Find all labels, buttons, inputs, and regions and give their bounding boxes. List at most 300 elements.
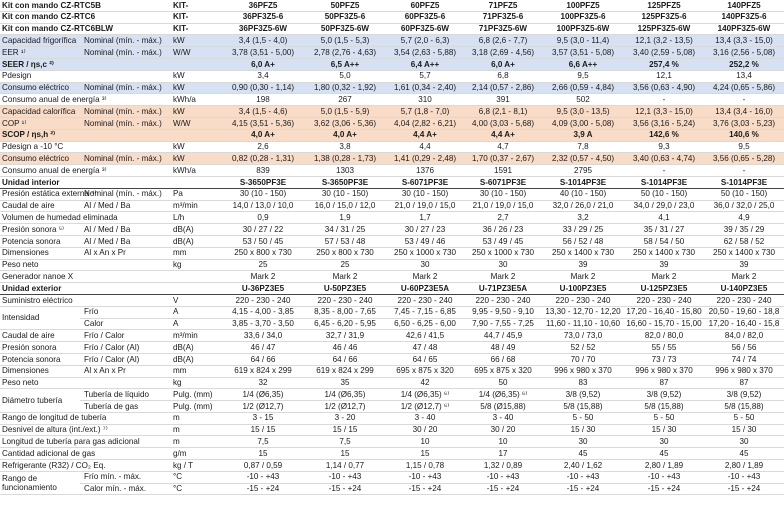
value-cell: 310 xyxy=(386,94,464,106)
spec-row xyxy=(0,259,784,271)
value-cell: 30 xyxy=(542,436,624,448)
row-sublabel: Al / Med / Ba xyxy=(80,235,170,247)
unit-cell: °C xyxy=(170,483,222,495)
value-cell: 1591 xyxy=(464,165,542,177)
unit-cell: kW xyxy=(170,82,222,94)
unit-cell: Pulg. (mm) xyxy=(170,401,222,413)
spec-row xyxy=(0,35,784,47)
spec-row xyxy=(0,283,784,295)
value-cell: 1/4 (Ø6,35) ⁶⁾ xyxy=(386,389,464,401)
value-cell: 36,0 / 32,0 / 25,0 xyxy=(704,200,784,212)
value-cell: Mark 2 xyxy=(386,271,464,283)
value-cell: 4,9 xyxy=(704,212,784,224)
value-cell: 36PF3Z5-6W xyxy=(222,23,304,35)
row-sublabel xyxy=(80,70,170,82)
row-sublabel: Nominal (mín. - máx.) xyxy=(80,188,170,200)
spec-row xyxy=(0,165,784,177)
value-cell: 30 xyxy=(704,436,784,448)
value-cell: 250 x 1400 x 730 xyxy=(704,247,784,259)
row-label: Consumo anual de energía ³⁾ xyxy=(2,165,107,175)
row-label: Cantidad adicional de gas xyxy=(2,448,96,458)
value-cell: 5 - 50 xyxy=(624,412,704,424)
row-sublabel xyxy=(80,141,170,153)
unit-cell: kW xyxy=(170,35,222,47)
value-cell: 71PFZ5 xyxy=(464,0,542,11)
unit-cell: m xyxy=(170,436,222,448)
value-cell: 140,6 % xyxy=(704,129,784,141)
value-cell: 0,82 (0,28 - 1,31) xyxy=(222,153,304,165)
value-cell: -10 - +43 xyxy=(624,471,704,483)
value-cell: 83 xyxy=(542,377,624,389)
value-cell: 36 / 26 / 23 xyxy=(464,224,542,236)
value-cell: S-6071PF3E xyxy=(464,176,542,188)
value-cell: 5,0 (1,5 - 5,9) xyxy=(304,106,386,118)
value-cell: 220 - 230 - 240 xyxy=(624,294,704,306)
spec-row xyxy=(0,70,784,82)
spec-row xyxy=(0,47,784,59)
unit-cell: KIT- xyxy=(170,11,222,23)
value-cell: 5/8 (15,88) xyxy=(624,401,704,413)
value-cell: 60PF3Z5-6W xyxy=(386,23,464,35)
value-cell: 1,38 (0,28 - 1,73) xyxy=(304,153,386,165)
value-cell: 6,8 (2,1 - 8,1) xyxy=(464,106,542,118)
row-sublabel: Frío / Calor (Al) xyxy=(80,342,170,354)
value-cell: 3,2 xyxy=(542,212,624,224)
value-cell: 4,09 (3,00 - 5,08) xyxy=(542,117,624,129)
unit-cell: dB(A) xyxy=(170,342,222,354)
value-cell: 3 - 40 xyxy=(464,412,542,424)
value-cell: 250 x 1400 x 730 xyxy=(624,247,704,259)
value-cell: 39 xyxy=(542,259,624,271)
unit-cell: kg / T xyxy=(170,460,222,472)
value-cell: 50 (10 - 150) xyxy=(624,188,704,200)
value-cell: 70 / 70 xyxy=(542,353,624,365)
value-cell: 30 / 27 / 23 xyxy=(386,224,464,236)
value-cell: 619 x 824 x 299 xyxy=(222,365,304,377)
row-sublabel: Nominal (mín. - máx.) xyxy=(80,153,170,165)
value-cell: 3,4 (1,5 - 4,6) xyxy=(222,106,304,118)
unit-cell: mm xyxy=(170,247,222,259)
value-cell: 46 / 46 xyxy=(304,342,386,354)
value-cell: - xyxy=(624,94,704,106)
value-cell: 220 - 230 - 240 xyxy=(542,294,624,306)
value-cell: 3,57 (3,51 - 5,08) xyxy=(542,47,624,59)
row-label: Refrigerante (R32) / CO₂ Eq. xyxy=(2,460,106,470)
row-sublabel: Tubería de gas xyxy=(80,401,170,413)
value-cell: 2,80 / 1,89 xyxy=(624,460,704,472)
row-label: Desnivel de altura (int./ext.) ⁷⁾ xyxy=(2,425,108,435)
value-cell: 4,0 A+ xyxy=(222,129,304,141)
value-cell: 21,0 / 19,0 / 15,0 xyxy=(386,200,464,212)
row-label: Rango de longitud de tubería xyxy=(2,413,107,423)
value-cell: 100PF3Z5-6 xyxy=(542,11,624,23)
spec-row xyxy=(0,460,784,472)
row-label: Suministro eléctrico xyxy=(0,294,80,306)
value-cell: Mark 2 xyxy=(704,271,784,283)
value-cell: 73,0 / 73,0 xyxy=(542,330,624,342)
value-cell: 3,16 (2,56 - 5,08) xyxy=(704,47,784,59)
row-sublabel: Al x An x Pr xyxy=(80,365,170,377)
value-cell: 13,4 (3,3 - 15,0) xyxy=(704,35,784,47)
value-cell: 71PF3Z5-6W xyxy=(464,23,542,35)
value-cell: 220 - 230 - 240 xyxy=(704,294,784,306)
unit-cell: dB(A) xyxy=(170,235,222,247)
value-cell: 15 / 30 xyxy=(542,424,624,436)
value-cell: 14,0 / 13,0 / 10,0 xyxy=(222,200,304,212)
value-cell: -10 - +43 xyxy=(704,471,784,483)
value-cell: 44,7 / 45,9 xyxy=(464,330,542,342)
value-cell: 4,04 (2,82 - 6,21) xyxy=(386,117,464,129)
value-cell: 64 / 66 xyxy=(304,353,386,365)
value-cell: 40 (10 - 150) xyxy=(542,188,624,200)
value-cell: 4,7 xyxy=(464,141,542,153)
value-cell: 3,40 (0,63 - 4,74) xyxy=(624,153,704,165)
value-cell: 16,0 / 15,0 / 12,0 xyxy=(304,200,386,212)
spec-row xyxy=(0,94,784,106)
value-cell: 220 - 230 - 240 xyxy=(464,294,542,306)
row-label: Capacidad calorífica xyxy=(0,106,80,118)
value-cell: 56 / 56 xyxy=(704,342,784,354)
value-cell: 13,30 - 12,70 - 12,20 xyxy=(542,306,624,318)
value-cell: 16,60 - 15,70 - 15,00 xyxy=(624,318,704,330)
value-cell: 3,56 (3,16 - 5,24) xyxy=(624,117,704,129)
value-cell: 3,4 (1,5 - 4,0) xyxy=(222,35,304,47)
value-cell: 267 xyxy=(304,94,386,106)
value-cell: 996 x 980 x 370 xyxy=(542,365,624,377)
value-cell: 5 - 50 xyxy=(542,412,624,424)
value-cell: 15 xyxy=(386,448,464,460)
value-cell: 12,1 (3,3 - 15,0) xyxy=(624,106,704,118)
row-label: Kit con mando CZ-RTC6BLW xyxy=(2,24,114,34)
row-sublabel xyxy=(80,58,170,70)
unit-cell xyxy=(170,58,222,70)
unit-cell: KIT- xyxy=(170,23,222,35)
value-cell: 1,70 (0,37 - 2,67) xyxy=(464,153,542,165)
unit-cell: mm xyxy=(170,365,222,377)
value-cell: 695 x 875 x 320 xyxy=(386,365,464,377)
unit-cell: KIT- xyxy=(170,0,222,11)
row-label: Rango de funcionamiento xyxy=(0,471,80,495)
value-cell: - xyxy=(624,165,704,177)
value-cell: 6,5 A++ xyxy=(304,58,386,70)
row-sublabel xyxy=(80,283,170,295)
row-sublabel xyxy=(80,294,170,306)
row-sublabel: Frío xyxy=(80,306,170,318)
value-cell: 3,78 (3,51 - 5,00) xyxy=(222,47,304,59)
value-cell: 140PF3Z5-6 xyxy=(704,11,784,23)
value-cell: 50PF3Z5-6W xyxy=(304,23,386,35)
value-cell: 13,4 xyxy=(704,70,784,82)
value-cell: 5/8 (Ø15,88) xyxy=(464,401,542,413)
row-sublabel: Frío / Calor (Al) xyxy=(80,353,170,365)
spec-row xyxy=(0,235,784,247)
value-cell: 9,5 xyxy=(542,70,624,82)
spec-row xyxy=(0,212,784,224)
value-cell: 5 - 50 xyxy=(704,412,784,424)
value-cell: -15 - +24 xyxy=(542,483,624,495)
value-cell: 30 / 20 xyxy=(464,424,542,436)
value-cell: 30 xyxy=(464,259,542,271)
value-cell: U-71PZ3E5A xyxy=(464,283,542,295)
value-cell: 5,7 xyxy=(386,70,464,82)
value-cell: 20,50 - 19,60 - 18,8 xyxy=(704,306,784,318)
spec-row xyxy=(0,129,784,141)
value-cell: 39 xyxy=(624,259,704,271)
value-cell: 1,32 / 0,89 xyxy=(464,460,542,472)
value-cell: 6,50 - 6,25 - 6,00 xyxy=(386,318,464,330)
value-cell: 5/8 (15,88) xyxy=(542,401,624,413)
value-cell: 32,7 / 31,9 xyxy=(304,330,386,342)
value-cell: -15 - +24 xyxy=(222,483,304,495)
value-cell: 10 xyxy=(386,436,464,448)
value-cell: 2,78 (2,76 - 4,63) xyxy=(304,47,386,59)
unit-cell: V xyxy=(170,294,222,306)
spec-row xyxy=(0,412,784,424)
unit-cell: dB(A) xyxy=(170,224,222,236)
unit-cell: W/W xyxy=(170,117,222,129)
value-cell: S-6071PF3E xyxy=(386,176,464,188)
value-cell: 10 xyxy=(464,436,542,448)
row-label: Consumo eléctrico xyxy=(0,153,80,165)
value-cell: 45 xyxy=(624,448,704,460)
value-cell: 3/8 (9,52) xyxy=(542,389,624,401)
value-cell: 2,40 / 1,62 xyxy=(542,460,624,472)
unit-cell: A xyxy=(170,306,222,318)
value-cell: 0,87 / 0,59 xyxy=(222,460,304,472)
value-cell: 48 / 49 xyxy=(464,342,542,354)
spec-row xyxy=(0,58,784,70)
value-cell: 996 x 980 x 370 xyxy=(624,365,704,377)
row-sublabel xyxy=(80,129,170,141)
spec-row xyxy=(0,271,784,283)
value-cell: 39 xyxy=(704,259,784,271)
row-sublabel: Nominal (mín. - máx.) xyxy=(80,117,170,129)
value-cell: 4,15 (3,51 - 5,36) xyxy=(222,117,304,129)
row-label: Generador nanoe X xyxy=(0,271,80,283)
value-cell: 45 xyxy=(704,448,784,460)
row-label: Presión sonora ⁵⁾ xyxy=(0,224,80,236)
value-cell: 1,61 (0,34 - 2,40) xyxy=(386,82,464,94)
value-cell: 74 / 74 xyxy=(704,353,784,365)
value-cell: 1,14 / 0,77 xyxy=(304,460,386,472)
value-cell: 6,0 A+ xyxy=(464,58,542,70)
value-cell: 695 x 875 x 320 xyxy=(464,365,542,377)
value-cell: 25 xyxy=(222,259,304,271)
row-label: Peso neto xyxy=(0,259,80,271)
row-label: Intensidad xyxy=(0,306,80,330)
value-cell: 140PFZ5 xyxy=(704,0,784,11)
value-cell: 57 / 53 / 48 xyxy=(304,235,386,247)
unit-cell: kg xyxy=(170,377,222,389)
unit-cell: kW xyxy=(170,106,222,118)
spec-row xyxy=(0,424,784,436)
spec-row xyxy=(0,377,784,389)
value-cell: 6,0 A+ xyxy=(222,58,304,70)
value-cell: 100PF3Z5-6W xyxy=(542,23,624,35)
spec-row xyxy=(0,224,784,236)
row-label: Caudal de aire xyxy=(0,330,80,342)
row-label: Presión sonora xyxy=(0,342,80,354)
unit-cell: kW xyxy=(170,141,222,153)
spec-row xyxy=(0,389,784,401)
unit-cell: kg xyxy=(170,259,222,271)
value-cell: 1/2 (Ø12,7) xyxy=(304,401,386,413)
value-cell: 250 x 1000 x 730 xyxy=(386,247,464,259)
value-cell: 87 xyxy=(704,377,784,389)
row-label: Consumo eléctrico xyxy=(0,82,80,94)
value-cell: 64 / 65 xyxy=(386,353,464,365)
unit-cell: L/h xyxy=(170,212,222,224)
value-cell: 84,0 / 82,0 xyxy=(704,330,784,342)
value-cell: 7,8 xyxy=(542,141,624,153)
value-cell: 125PF3Z5-6 xyxy=(624,11,704,23)
value-cell: 1,7 xyxy=(386,212,464,224)
value-cell: S-1014PF3E xyxy=(704,176,784,188)
value-cell: 9,5 xyxy=(704,141,784,153)
value-cell: 250 x 1000 x 730 xyxy=(464,247,542,259)
value-cell: 52 / 52 xyxy=(542,342,624,354)
spec-row xyxy=(0,188,784,200)
value-cell: 2,80 / 1,89 xyxy=(704,460,784,472)
value-cell: 2,6 xyxy=(222,141,304,153)
value-cell: 9,5 (3,0 - 13,5) xyxy=(542,106,624,118)
value-cell: 30 xyxy=(624,436,704,448)
value-cell: -10 - +43 xyxy=(542,471,624,483)
value-cell: 25 xyxy=(304,259,386,271)
value-cell: 7,5 xyxy=(222,436,304,448)
value-cell: 60PFZ5 xyxy=(386,0,464,11)
value-cell: 100PFZ5 xyxy=(542,0,624,11)
value-cell: 0,90 (0,30 - 1,14) xyxy=(222,82,304,94)
value-cell: 21,0 / 19,0 / 15,0 xyxy=(464,200,542,212)
value-cell: 9,3 xyxy=(624,141,704,153)
value-cell: 87 xyxy=(624,377,704,389)
spec-row xyxy=(0,448,784,460)
row-sublabel: Calor xyxy=(80,318,170,330)
value-cell: 1/4 (Ø6,35) xyxy=(304,389,386,401)
row-label: Pdesign a -10 °C xyxy=(0,141,80,153)
row-label: Presión estática externa ⁴⁾ xyxy=(2,189,97,199)
value-cell: 12,1 (3,2 - 13,5) xyxy=(624,35,704,47)
unit-cell xyxy=(170,271,222,283)
spec-row xyxy=(0,318,784,330)
value-cell: 53 / 50 / 45 xyxy=(222,235,304,247)
value-cell: 15 / 15 xyxy=(222,424,304,436)
value-cell: 6,8 xyxy=(464,70,542,82)
value-cell: 0,9 xyxy=(222,212,304,224)
spec-row xyxy=(0,153,784,165)
value-cell: 502 xyxy=(542,94,624,106)
value-cell: U-100PZ3E5 xyxy=(542,283,624,295)
value-cell: 1,9 xyxy=(304,212,386,224)
value-cell: 1/4 (Ø6,35) ⁶⁾ xyxy=(464,389,542,401)
row-sublabel xyxy=(80,271,170,283)
value-cell: 13,4 (3,4 - 16,0) xyxy=(704,106,784,118)
value-cell: 2,14 (0,57 - 2,86) xyxy=(464,82,542,94)
value-cell: 125PFZ5 xyxy=(624,0,704,11)
unit-cell: A xyxy=(170,318,222,330)
spec-row xyxy=(0,471,784,483)
value-cell: 33 / 29 / 25 xyxy=(542,224,624,236)
row-label: SEER / ηs,c ²⁾ xyxy=(0,58,80,70)
value-cell: 391 xyxy=(464,94,542,106)
value-cell: -15 - +24 xyxy=(464,483,542,495)
value-cell: 58 / 54 / 50 xyxy=(624,235,704,247)
value-cell: U-125PZ3E5 xyxy=(624,283,704,295)
value-cell: 15 / 15 xyxy=(304,424,386,436)
value-cell: U-140PZ3E5 xyxy=(704,283,784,295)
unit-cell: m³/min xyxy=(170,200,222,212)
spec-row xyxy=(0,342,784,354)
value-cell: 45 xyxy=(542,448,624,460)
value-cell: 839 xyxy=(222,165,304,177)
row-sublabel: Al / Med / Ba xyxy=(80,224,170,236)
spec-row xyxy=(0,23,784,35)
value-cell: 1/4 (Ø6,35) xyxy=(222,389,304,401)
value-cell: 15 xyxy=(222,448,304,460)
value-cell: 3,4 xyxy=(222,70,304,82)
value-cell: 3 - 40 xyxy=(386,412,464,424)
value-cell: 257,4 % xyxy=(624,58,704,70)
value-cell: 5/8 (15,88) xyxy=(704,401,784,413)
spec-row xyxy=(0,0,784,11)
row-sublabel: Nominal (mín. - máx.) xyxy=(80,35,170,47)
value-cell: 9,95 - 9,50 - 9,10 xyxy=(464,306,542,318)
value-cell: 56 / 52 / 48 xyxy=(542,235,624,247)
value-cell: 5,0 (1,5 - 5,3) xyxy=(304,35,386,47)
value-cell: 9,5 (3,0 - 11,4) xyxy=(542,35,624,47)
value-cell: 3,62 (3,06 - 5,36) xyxy=(304,117,386,129)
value-cell: 125PF3Z5-6W xyxy=(624,23,704,35)
value-cell: 140PF3Z5-6W xyxy=(704,23,784,35)
value-cell: 42,6 / 41,5 xyxy=(386,330,464,342)
value-cell: 7,90 - 7,55 - 7,25 xyxy=(464,318,542,330)
value-cell: 5,7 (1,8 - 7,0) xyxy=(386,106,464,118)
value-cell: 220 - 230 - 240 xyxy=(304,294,386,306)
unit-cell xyxy=(170,176,222,188)
value-cell: 4,0 A+ xyxy=(304,129,386,141)
unit-cell: kWh/a xyxy=(170,94,222,106)
spec-row xyxy=(0,247,784,259)
value-cell: 3 - 20 xyxy=(304,412,386,424)
row-label: Potencia sonora xyxy=(0,235,80,247)
value-cell: S-3650PF3E xyxy=(222,176,304,188)
row-label: SCOP / ηs,h ²⁾ xyxy=(0,129,80,141)
row-label: Capacidad frigorífica xyxy=(0,35,80,47)
value-cell: 6,6 A++ xyxy=(542,58,624,70)
spec-row xyxy=(0,330,784,342)
value-cell: Mark 2 xyxy=(222,271,304,283)
unit-cell: m xyxy=(170,424,222,436)
value-cell: - xyxy=(704,165,784,177)
value-cell: 252,2 % xyxy=(704,58,784,70)
value-cell: 250 x 800 x 730 xyxy=(222,247,304,259)
value-cell: 42 xyxy=(386,377,464,389)
value-cell: 1,41 (0,29 - 2,48) xyxy=(386,153,464,165)
value-cell: 2,7 xyxy=(464,212,542,224)
value-cell: 50 (10 - 150) xyxy=(704,188,784,200)
value-cell: 35 xyxy=(304,377,386,389)
value-cell: 62 / 58 / 52 xyxy=(704,235,784,247)
value-cell: Mark 2 xyxy=(304,271,386,283)
value-cell: 30 (10 - 150) xyxy=(304,188,386,200)
row-label: Kit con mando CZ-RTC6 xyxy=(2,12,96,22)
row-label: Volumen de humedad eliminada xyxy=(2,212,118,222)
row-sublabel: Al / Med / Ba xyxy=(80,200,170,212)
value-cell: 4,00 (3,03 - 5,68) xyxy=(464,117,542,129)
spec-row xyxy=(0,306,784,318)
spec-row xyxy=(0,401,784,413)
